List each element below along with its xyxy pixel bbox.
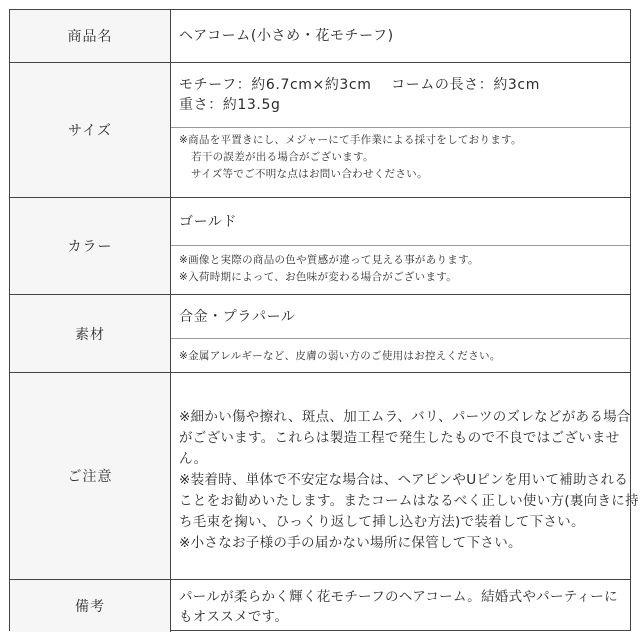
size-note-line: 若干の誤差が出る場合がございます。 (191, 151, 374, 163)
caution-line: がございます。これらは製造工程で発生したもので不良ではございませ (179, 430, 620, 446)
caution-line: ち毛束を掬い、ひっくり返して挿し込む方法)で装着して下さい。 (179, 514, 585, 530)
color-value: ゴールド (179, 214, 238, 230)
size-note-line: サイズ等でご不明な点はお問い合わせください。 (191, 168, 428, 180)
row-material (10, 295, 630, 373)
value-cell-material (171, 295, 630, 372)
color-note-block (171, 245, 630, 286)
material-note: ※金属アレルギーなど、皮膚の弱い方のご使用はお控えください。 (179, 350, 501, 362)
row-remarks (10, 580, 630, 632)
remarks-line: パールが柔らかく輝く花モチーフのヘアコーム。結婚式やパーティーに (179, 589, 618, 605)
size-dimensions: モチーフ：約6.7cm×約3cm コームの長さ：約3cm (179, 77, 540, 93)
row-caution (10, 373, 639, 580)
material-value: 合金・プラパール (179, 309, 296, 325)
row-color (10, 198, 630, 295)
value-cell-size (171, 63, 630, 197)
product-name-value: ヘアコーム(小さめ・花モチーフ) (179, 28, 394, 44)
caution-line: ※小さなお子様の手の届かない場所に保管して下さい。 (179, 535, 522, 551)
caution-line: ※細かい傷や擦れ、斑点、加工ムラ、バリ、パーツのズレなどがある場合 (179, 409, 631, 425)
value-cell-caution (171, 373, 639, 579)
material-note-block (171, 338, 630, 365)
remarks-line: もオススメです。 (179, 609, 289, 625)
color-note-line: ※入荷時期によって、お色味が変わる場合がございます。 (179, 271, 458, 283)
label-size: サイズ (10, 63, 171, 197)
caution-line: ※装着時、単体で不安定な場合は、ヘアピンやUピンを用いて補助される (179, 472, 629, 488)
row-product-name (10, 10, 630, 63)
size-note-block (171, 127, 630, 183)
value-cell-product-name (171, 10, 630, 62)
caution-line: ことをお勧めいたします。またコームはなるべく正しい使い方(裏向きに持 (179, 493, 639, 509)
label-color: カラー (10, 198, 171, 294)
label-caution: ご注意 (10, 373, 171, 579)
label-product-name: 商品名 (10, 10, 171, 62)
product-spec-table (9, 9, 639, 631)
row-size (10, 63, 630, 198)
label-remarks: 備考 (10, 580, 171, 632)
size-note-line: ※商品を平置きにし、メジャーにて手作業による採寸をしております。 (179, 134, 522, 146)
size-weight: 重さ：約13.5g (179, 97, 281, 113)
value-cell-remarks (171, 580, 630, 632)
caution-line: ん。 (179, 451, 208, 467)
color-note-line: ※画像と実際の商品の色や質感が違って見える事があります。 (179, 254, 479, 266)
value-cell-color (171, 198, 630, 294)
label-material: 素材 (10, 295, 171, 372)
